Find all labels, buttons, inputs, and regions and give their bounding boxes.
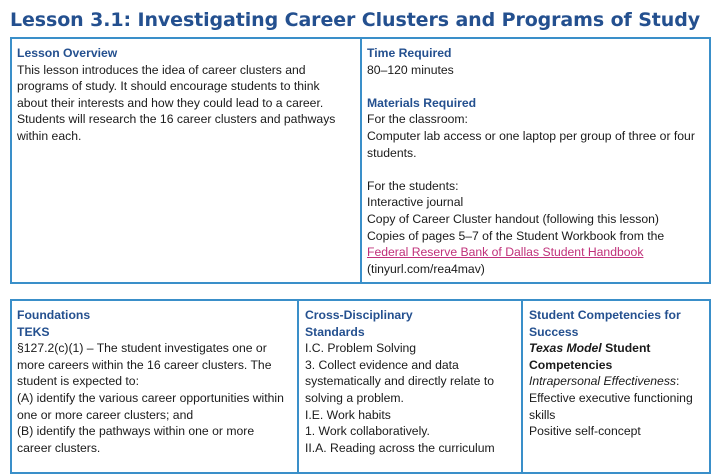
classroom-line: students.	[367, 145, 417, 160]
teks-line: (B) identify the pathways within one or more	[17, 424, 255, 439]
overview-line: programs of study. It should encourage students to think	[17, 79, 320, 94]
column-divider	[360, 39, 362, 282]
students-line: Interactive journal	[367, 195, 464, 210]
column-divider	[521, 301, 523, 472]
teks-line: (A) identify the various career opportunities within	[17, 390, 284, 405]
cross-line: II.A. Reading across the curriculum	[305, 440, 495, 455]
competencies-cell	[529, 307, 709, 440]
competency-line: Effective executive functioning	[529, 390, 693, 405]
texas-model-label: Texas Model	[529, 341, 602, 356]
cross-disciplinary-cell	[305, 307, 519, 456]
standards-table	[10, 299, 711, 474]
competency-category: Intrapersonal Effectiveness	[529, 374, 677, 389]
cross-line: 1. Work collaboratively.	[305, 424, 430, 439]
category-suffix: :	[676, 374, 680, 389]
cross-heading: Cross-Disciplinary	[305, 308, 413, 322]
cross-line: solving a problem.	[305, 390, 404, 405]
overview-cell	[17, 45, 357, 145]
model-label-rest: Student	[601, 341, 651, 356]
competencies-heading: Success	[529, 324, 579, 339]
students-label: For the students:	[367, 178, 459, 193]
classroom-line: Computer lab access or one laptop per group of three or four	[367, 128, 695, 143]
time-value: 80–120 minutes	[367, 62, 454, 77]
teks-line: career clusters.	[17, 440, 101, 455]
foundations-cell	[17, 307, 295, 456]
short-url: (tinyurl.com/rea4mav)	[367, 261, 485, 276]
overview-line: This lesson introduces the idea of career clusters and	[17, 62, 306, 77]
competencies-heading: Student Competencies for	[529, 308, 681, 322]
cross-line: systematically and directly relate to	[305, 374, 494, 389]
overview-line: about their interests and how they could lead to a career.	[17, 95, 324, 110]
foundations-heading: Foundations	[17, 308, 91, 322]
model-label-line2: Competencies	[529, 357, 613, 372]
teks-line: student is expected to:	[17, 374, 139, 389]
competency-line: skills	[529, 407, 556, 422]
students-line: Copies of pages 5–7 of the Student Workbook from the	[367, 228, 665, 243]
cross-line: 3. Collect evidence and data	[305, 357, 459, 372]
page-title: Lesson 3.1: Investigating Career Clusters and Programs of Study	[10, 9, 700, 31]
time-heading: Time Required	[367, 46, 452, 60]
column-divider	[297, 301, 299, 472]
classroom-label: For the classroom:	[367, 112, 468, 127]
time-materials-cell	[367, 45, 709, 277]
students-line: Copy of Career Cluster handout (following this lesson)	[367, 211, 659, 226]
handbook-link[interactable]: Federal Reserve Bank of Dallas Student Handbook	[367, 245, 644, 260]
cross-heading: Standards	[305, 324, 365, 339]
overview-line: within each.	[17, 128, 82, 143]
overview-heading: Lesson Overview	[17, 46, 118, 60]
overview-line: Students will research the 16 career clusters and pathways	[17, 112, 336, 127]
competency-line: Positive self-concept	[529, 424, 641, 439]
teks-heading: TEKS	[17, 324, 50, 339]
cross-line: I.E. Work habits	[305, 407, 391, 422]
teks-line: §127.2(c)(1) – The student investigates one or	[17, 341, 267, 356]
teks-line: more careers within the 16 career clusters. The	[17, 357, 272, 372]
teks-line: one or more career clusters; and	[17, 407, 194, 422]
materials-heading: Materials Required	[367, 95, 477, 110]
lesson-info-table	[10, 37, 711, 284]
cross-line: I.C. Problem Solving	[305, 341, 417, 356]
